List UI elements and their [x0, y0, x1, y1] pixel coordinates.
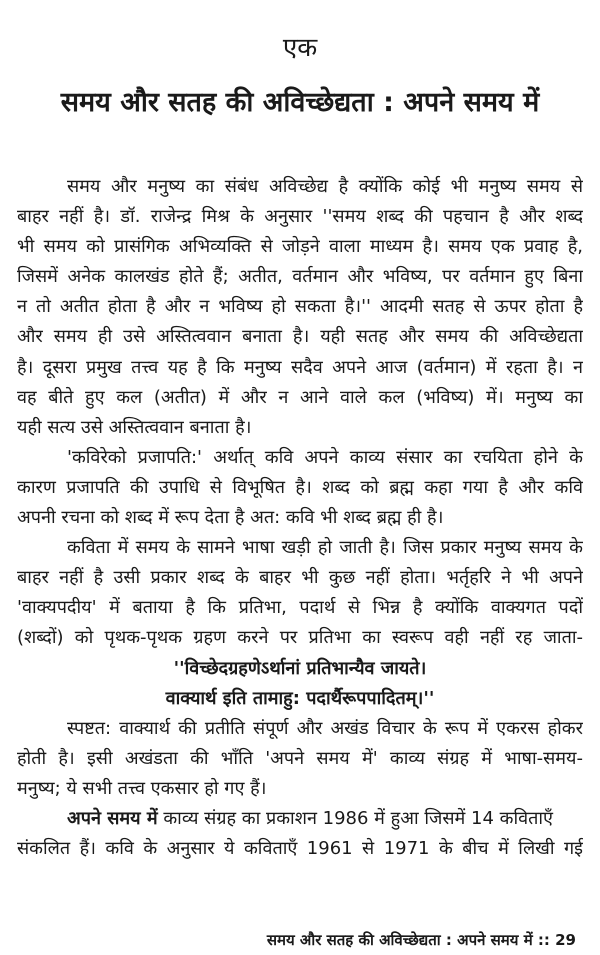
- text-line: (शब्दों) को पृथक-पृथक ग्रहण करने पर प्रतिभा का स्वरूप वही नहीं रह जाता-: [17, 627, 583, 649]
- text-line: 'वाक्यपदीय' में बताया है कि प्रतिभा, पदार्थ से भिन्न है क्योंकि वाक्यगत पदों: [17, 597, 583, 619]
- text-line: [17, 804, 583, 834]
- verse-line: वाक्यार्थ इति तामाहु: पदार्थैरूपपादितम्।'': [165, 687, 435, 709]
- text-line: अपनी रचना को शब्द में रूप देता है अत: कवि भी शब्द ब्रह्म ही है।: [17, 507, 444, 529]
- text-line: यही सत्य उसे अस्तित्ववान बनाता है।: [17, 416, 252, 438]
- text-line: 'कविरेको प्रजापति:' अर्थात् कवि अपने काव्य संसार का रचयिता होने के: [67, 446, 583, 468]
- running-title: समय और सतह की अविच्छेद्यता : अपने समय में ::: [266, 931, 550, 949]
- text-line: होती है। इसी अखंडता की भाँति 'अपने समय में' काव्य संग्रह में भाषा-समय-: [17, 747, 583, 769]
- text-line: न तो अतीत होता है और न भविष्य हो सकता है।'' आदमी सतह से ऊपर होता है: [17, 296, 583, 318]
- text-line: और समय ही उसे अस्तित्ववान बनाता है। यही सतह और समय की अविच्छेद्यता: [17, 326, 583, 348]
- text-line: वह बीते हुए कल (अतीत) में और न आने वाले कल (भविष्य) में। मनुष्य का: [17, 386, 583, 408]
- text-line: स्पष्टत: वाक्यार्थ की प्रतीति संपूर्ण और अखंड विचार के रूप में एकरस होकर: [67, 717, 583, 739]
- text-line: समय और मनुष्य का संबंध अविच्छेद्य है क्योंकि कोई भी मनुष्य समय से: [67, 176, 583, 197]
- text-line: बाहर नहीं है। डॉ. राजेन्द्र मिश्र के अनुसार ''समय शब्द की पहचान है और शब्द: [17, 206, 583, 228]
- page-footer: [267, 930, 576, 950]
- paragraph-3: [17, 533, 583, 653]
- text-line: भी समय को प्रासंगिक अभिव्यक्ति से जोड़ने वाला माध्यम है। समय एक प्रवाह है,: [17, 236, 583, 258]
- paragraph-2: [17, 443, 583, 533]
- text-line: कविता में समय के सामने भाषा खड़ी हो जाती है। जिस प्रकार मनुष्य समय के: [67, 537, 583, 559]
- text-line: कारण प्रजापति की उपाधि से विभूषित है। शब्द को ब्रह्म कहा गया है और कवि: [17, 476, 583, 498]
- sanskrit-verse: [17, 654, 583, 714]
- paragraph-1: [17, 172, 583, 443]
- chapter-number: एक: [282, 33, 318, 63]
- paragraph-4: [17, 714, 583, 804]
- text-line: संकलित हैं। कवि के अनुसार ये कविताएँ 1961 से 1971 के बीच में लिखी गई: [17, 838, 583, 860]
- body-text: [17, 172, 583, 864]
- page-number: 29: [555, 931, 576, 949]
- book-title-bold: अपने समय में: [67, 807, 158, 829]
- text-line: है। दूसरा प्रमुख तत्त्व यह है कि मनुष्य सदैव अपने आज (वर्तमान) में रहता है। न: [17, 356, 583, 378]
- text-span: काव्य संग्रह का प्रकाशन 1986 में हुआ जिसमें 14 कविताएँ: [157, 807, 554, 829]
- text-line: मनुष्य; ये सभी तत्त्व एकसार हो गए हैं।: [17, 777, 267, 799]
- chapter-title: समय और सतह की अविच्छेद्यता : अपने समय में: [60, 87, 540, 118]
- text-line: बाहर नहीं है उसी प्रकार शब्द के बाहर भी कुछ नहीं होता। भर्तृहरि ने भी अपने: [17, 567, 583, 589]
- text-line: जिसमें अनेक कालखंड होते हैं; अतीत, वर्तमान और भविष्य, पर वर्तमान हुए बिना: [17, 266, 583, 288]
- verse-line: ''विच्छेदग्रहणेऽर्थानां प्रतिभान्यैव जायते।: [173, 657, 427, 679]
- paragraph-5: [17, 804, 583, 864]
